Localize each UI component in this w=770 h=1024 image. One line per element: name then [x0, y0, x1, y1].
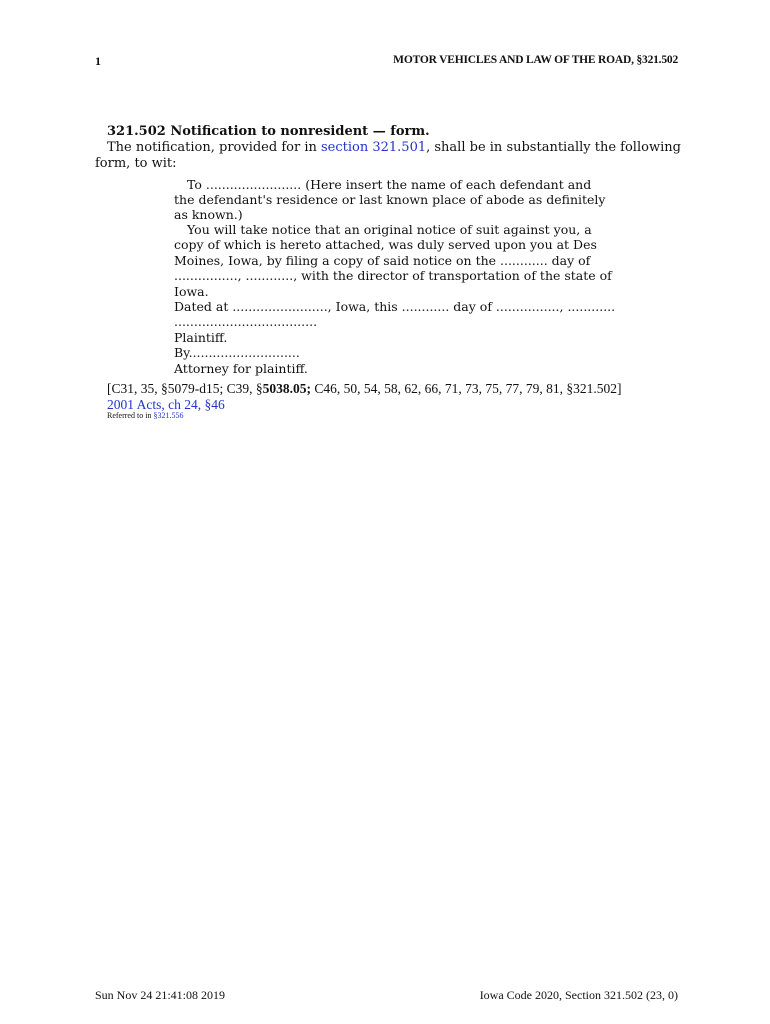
form-line: By............................: [174, 345, 300, 360]
form-line: ................, ............, with the director of transportation of the state of: [174, 268, 612, 283]
footer-source: Iowa Code 2020, Section 321.502 (23, 0): [479, 988, 678, 1002]
referred-link[interactable]: §321.556: [153, 411, 184, 420]
citation-suffix: C46, 50, 54, 58, 62, 66, 71, 73, 75, 77, 79, 81, §321.502]: [311, 381, 622, 396]
running-title: MOTOR VEHICLES AND LAW OF THE ROAD, §321.502: [393, 54, 678, 66]
form-line: as known.): [174, 207, 243, 222]
form-line: Attorney for plaintiff.: [174, 361, 308, 376]
form-line: You will take notice that an original notice of suit against you, a: [187, 222, 592, 237]
acts-link[interactable]: 2001 Acts, ch 24, §46: [107, 397, 225, 412]
intro-line-1: [107, 140, 681, 155]
section-heading: 321.502 Notification to nonresident — form.: [107, 124, 430, 139]
intro-prefix: The notification, provided for in: [107, 140, 317, 155]
form-line: Plaintiff.: [174, 330, 228, 345]
citation-prefix: [C31, 35, §5079-d15; C39, §: [107, 381, 263, 396]
form-line: the defendant's residence or last known place of abode as definitely: [174, 192, 606, 207]
section-321-501-link[interactable]: section 321.501: [321, 140, 427, 155]
citation-bold: 5038.05;: [262, 381, 312, 396]
intro-line-2: form, to wit:: [95, 156, 177, 171]
form-line: ....................................: [174, 314, 318, 329]
intro-suffix: , shall be in substantially the following: [426, 140, 681, 155]
referred-label: Referred to in: [107, 411, 152, 420]
form-line: Iowa.: [174, 284, 209, 299]
footer-timestamp: Sun Nov 24 21:41:08 2019: [95, 988, 226, 1002]
history-citation: [107, 381, 622, 397]
page-number: 1: [95, 54, 101, 68]
referred-line: [107, 411, 183, 420]
form-line: To ........................ (Here insert the name of each defendant and: [187, 177, 592, 192]
form-line: Moines, Iowa, by filing a copy of said notice on the ............ day of: [174, 253, 591, 268]
form-line: Dated at ........................, Iowa, this ............ day of ................, ............: [174, 299, 616, 314]
form-line: copy of which is hereto attached, was duly served upon you at Des: [174, 237, 597, 252]
